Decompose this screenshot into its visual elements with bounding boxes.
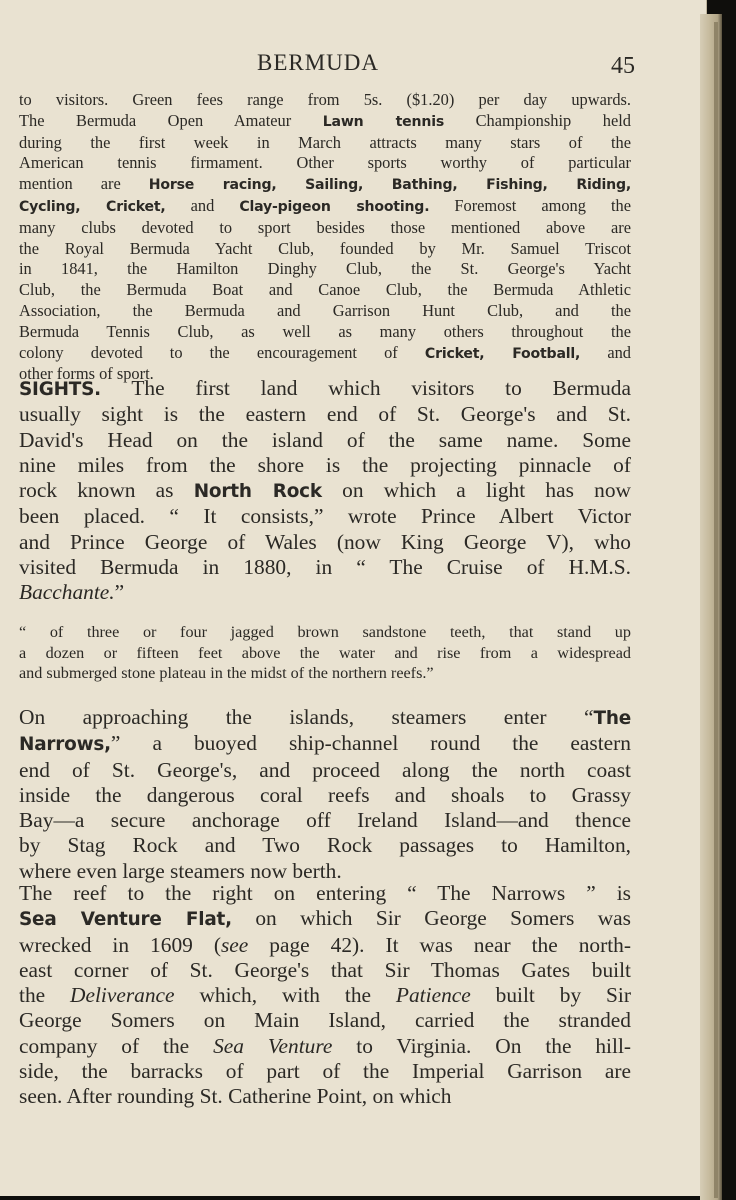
italic-title: see bbox=[220, 932, 249, 957]
bold-term: Sea Venture Flat, bbox=[19, 909, 232, 931]
quote-paragraph bbox=[19, 622, 631, 684]
text-line bbox=[19, 1034, 631, 1059]
text-run: on which a light has now bbox=[321, 478, 631, 503]
text-run: inside the dangerous coral reefs and shoals to Grassy bbox=[19, 782, 631, 807]
text-line bbox=[19, 196, 631, 218]
text-run: rock known as bbox=[19, 478, 194, 503]
text-line bbox=[19, 376, 631, 402]
text-run: many clubs devoted to sport besides those mentioned above are bbox=[19, 217, 631, 237]
text-line bbox=[19, 731, 631, 757]
bold-term: Cycling, Cricket, bbox=[19, 198, 166, 215]
text-run: nine miles from the shore is the projecting pinnacle of bbox=[19, 452, 631, 477]
text-run: The Bermuda Open Amateur bbox=[19, 110, 323, 130]
bold-term: Horse racing, Sailing, Bathing, Fishing, Riding, bbox=[148, 177, 632, 194]
text-run: the Royal Bermuda Yacht Club, founded by Mr. Samuel Triscot bbox=[19, 238, 631, 258]
text-run: colony devoted to the encouragement of bbox=[19, 342, 425, 362]
italic-title: Patience bbox=[395, 983, 471, 1008]
text-run: company of the bbox=[19, 1033, 214, 1058]
text-run: end of St. George's, and proceed along the north coast bbox=[19, 757, 631, 782]
text-run: been placed. “ It consists,” wrote Prince Albert Victor bbox=[19, 504, 631, 529]
text-line bbox=[19, 402, 631, 427]
text-run: to Virginia. On the hill- bbox=[332, 1033, 632, 1058]
text-line bbox=[19, 958, 631, 983]
text-line bbox=[19, 239, 631, 260]
text-line bbox=[19, 663, 631, 684]
text-line bbox=[19, 906, 631, 932]
text-run: where even large steamers now berth. bbox=[19, 858, 342, 883]
bold-term: The bbox=[593, 708, 631, 729]
text-run: Championship held bbox=[444, 110, 631, 130]
page-number: 45 bbox=[611, 53, 635, 79]
text-run: east corner of St. George's that Sir Thomas Gates built bbox=[19, 957, 631, 982]
bold-term: Narrows, bbox=[19, 734, 111, 756]
narrows-paragraph bbox=[19, 705, 631, 884]
text-run: David's Head on the island of the same name. Some bbox=[19, 427, 631, 452]
italic-title: Sea Venture bbox=[213, 1033, 333, 1058]
text-line bbox=[19, 622, 631, 643]
bold-term: Lawn tennis bbox=[322, 113, 445, 130]
page-header bbox=[19, 50, 635, 86]
text-run: during the first week in March attracts many stars of the bbox=[19, 132, 631, 152]
text-line bbox=[19, 90, 631, 111]
text-line bbox=[19, 343, 631, 365]
text-run: The reef to the right on entering “ The Narrows ” is bbox=[19, 881, 631, 905]
text-run: Association, the Bermuda and Garrison Hunt Club, and the bbox=[19, 300, 631, 320]
bold-term: North Rock bbox=[193, 481, 322, 503]
reef-paragraph bbox=[19, 881, 631, 1110]
text-run: on which Sir George Somers was bbox=[231, 906, 632, 931]
text-line bbox=[19, 705, 631, 731]
text-line bbox=[19, 758, 631, 783]
text-run: side, the barracks of part of the Imperial Garrison are bbox=[19, 1059, 631, 1084]
text-run: mention are bbox=[19, 174, 149, 194]
text-run: in 1841, the Hamilton Dinghy Club, the St. George's Yacht bbox=[19, 259, 631, 279]
text-run: American tennis firmament. Other sports worthy of particular bbox=[19, 153, 631, 173]
text-run: Bermuda Tennis Club, as well as many others throughout the bbox=[19, 321, 631, 341]
text-line bbox=[19, 133, 631, 154]
italic-title: Bacchante. bbox=[19, 580, 115, 605]
text-run: usually sight is the eastern end of St. George's and St. bbox=[19, 402, 631, 427]
text-run: “ of three or four jagged brown sandstone teeth, that stand up bbox=[19, 623, 631, 641]
italic-title: Deliverance bbox=[70, 983, 175, 1008]
page-edge bbox=[700, 14, 722, 1200]
bold-term: Cricket, Football, bbox=[424, 345, 581, 362]
text-run: On approaching the islands, steamers enter “ bbox=[19, 705, 594, 729]
text-line bbox=[19, 280, 631, 301]
text-line bbox=[19, 555, 631, 580]
text-line bbox=[19, 428, 631, 453]
text-line bbox=[19, 218, 631, 239]
text-run: ” bbox=[114, 580, 125, 605]
text-line bbox=[19, 301, 631, 322]
text-line bbox=[19, 1084, 631, 1109]
text-run: Bay—a secure anchorage off Ireland Island—and thence bbox=[19, 808, 631, 833]
text-line bbox=[19, 983, 631, 1008]
text-run: wrecked in 1609 ( bbox=[19, 932, 221, 957]
text-run: built by Sir bbox=[470, 983, 631, 1008]
bold-term: SIGHTS. bbox=[19, 379, 101, 400]
text-line bbox=[19, 643, 631, 664]
text-line bbox=[19, 111, 631, 133]
text-run: the bbox=[19, 983, 71, 1008]
text-line bbox=[19, 174, 631, 196]
text-line bbox=[19, 580, 631, 605]
text-line bbox=[19, 808, 631, 833]
text-line bbox=[19, 881, 631, 906]
text-run: ” a buoyed ship-channel round the eastern bbox=[110, 731, 631, 756]
text-run: which, with the bbox=[174, 983, 396, 1008]
sports-paragraph bbox=[19, 90, 631, 385]
text-run: a dozen or fifteen feet above the water and rise from a widespread bbox=[19, 643, 631, 662]
text-line bbox=[19, 933, 631, 958]
text-run: and bbox=[580, 342, 631, 362]
text-run: Foremost among the bbox=[429, 195, 631, 215]
running-title: BERMUDA bbox=[257, 50, 380, 75]
text-run: page 42). It was near the north- bbox=[248, 932, 631, 957]
text-run: seen. After rounding St. Catherine Point, on which bbox=[19, 1084, 452, 1109]
text-run: to visitors. Green fees range from 5s. ($1.20) per day upwards. bbox=[19, 90, 631, 109]
text-run: and submerged stone plateau in the midst of the northern reefs.” bbox=[19, 664, 434, 683]
text-run: The first land which visitors to Bermuda bbox=[100, 376, 631, 400]
text-run: George Somers on Main Island, carried the stranded bbox=[19, 1008, 631, 1033]
text-line bbox=[19, 453, 631, 478]
text-line bbox=[19, 833, 631, 858]
text-run: and Prince George of Wales (now King George V), who bbox=[19, 529, 631, 554]
text-line bbox=[19, 530, 631, 555]
text-line bbox=[19, 504, 631, 529]
bold-term: Clay-pigeon shooting. bbox=[239, 198, 430, 215]
text-run: and bbox=[165, 195, 240, 215]
page-edge-shadow bbox=[714, 22, 718, 1198]
text-line bbox=[19, 259, 631, 280]
text-line bbox=[19, 322, 631, 343]
text-run: Club, the Bermuda Boat and Canoe Club, the Bermuda Athletic bbox=[19, 280, 631, 300]
text-run: by Stag Rock and Two Rock passages to Hamilton, bbox=[19, 833, 631, 858]
text-run: visited Bermuda in 1880, in “ The Cruise of H.M.S. bbox=[19, 555, 631, 580]
text-run: other forms of sport. bbox=[19, 364, 154, 384]
text-line bbox=[19, 153, 631, 174]
text-line bbox=[19, 1059, 631, 1084]
sights-paragraph bbox=[19, 376, 631, 606]
text-line bbox=[19, 783, 631, 808]
text-line bbox=[19, 1008, 631, 1033]
text-line bbox=[19, 478, 631, 504]
